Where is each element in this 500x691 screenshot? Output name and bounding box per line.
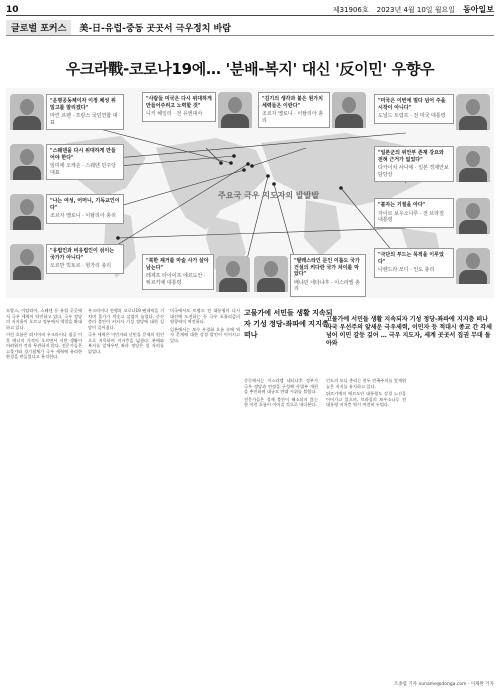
article-column xyxy=(170,308,240,678)
quote-text: "사람들 미국은 다시 위대하게 만들어주려고 노력할 것" xyxy=(146,96,212,109)
leader-name: 마린 르펜 xyxy=(50,113,71,119)
portrait-avatar xyxy=(254,256,288,292)
leader-name: 도널드 트럼프 xyxy=(378,113,409,119)
article-column xyxy=(88,308,164,678)
leader-role: 일본 경제안보담당상 xyxy=(378,165,449,178)
quote-card: "일본군의 위안부 존재 강요와 전혀 근거가 없었다" 다카이치 사나에 · 일본 경제안보담당상 xyxy=(374,146,454,182)
quote-card: "미국은 이번에 멀다 넘어 주을 시작이 아니다" 도널드 트럼프 · 전 미국 대통령 xyxy=(374,94,454,124)
section-tag: 글로벌 포커스 xyxy=(6,20,71,35)
section-subtitle: 美-日-유럽-중동 곳곳서 극우정치 바람 xyxy=(79,24,231,34)
portrait-avatar xyxy=(10,94,44,130)
portrait-avatar xyxy=(10,194,44,230)
article-column xyxy=(326,378,406,678)
newspaper-brand: 동아일보 xyxy=(463,4,494,14)
leader-role: 이탈리아 총리 xyxy=(85,213,116,219)
article-column xyxy=(6,308,82,678)
quote-card: "극단의 부드는 목적을 이루었다" 나렌드라 모디 · 인도 총리 xyxy=(374,248,454,278)
portrait-avatar xyxy=(456,94,490,130)
portrait-avatar xyxy=(218,92,252,128)
quote-text: "불자는 기절을 아다" xyxy=(378,202,426,208)
article-intro: 고물가에 서민들 생활 지속되자 기성 정당-좌파에 지지층 떠나 자국 우선주의 앞세운 극우세력, 이민자 등 적대시 종교 간 각세 넘어 이민 갈등 깊어 … 극우 지도자, 세계 곳곳서 집권 무대 돌아와 xyxy=(326,316,492,347)
portrait-avatar xyxy=(10,144,44,180)
leader-role: 스웨덴 민주당 대표 xyxy=(50,163,116,176)
paragraph: 이런 흐름은 러시아의 우크라이나 침공 이후 에너지 가격이 오르면서 서민 생활이 어려워진 것과 무관하지 않다. 전문가들은 고물가와 경기침체가 극우 세력에 유리한 환경을 만들었다고 분석한다. xyxy=(6,332,82,359)
quote-card: "사람들 미국은 다시 위대하게 만들어주려고 노력할 것" 니키 헤일리 · 전 유엔대사 xyxy=(142,92,216,122)
portrait-avatar xyxy=(456,248,490,284)
quote-card: "스웨덴을 다시 위대하게 만들어야 한다" 임미에 오케손 · 스웨덴 민주당 대표 xyxy=(46,144,124,180)
subhead: 고물가에 서민들 생활 지속되자 기성 정당-좌파에 지지층 떠나 xyxy=(244,309,333,339)
quote-text: "미국은 이번에 멀다 넘어 주을 시작이 아니다" xyxy=(378,98,446,111)
paragraph: 튀르키예의 에르도안 대통령도 강경 노선을 이어가고 있으며, 브라질의 보우소나루 전 대통령 지지층 역시 여전히 두텁다. xyxy=(326,391,406,407)
quote-card: "불자는 기절을 아다" 자이르 보우소나루 · 전 브라질 대통령 xyxy=(374,198,454,228)
page-number: 10 xyxy=(6,4,19,15)
leader-role: 전 미국 대통령 xyxy=(413,113,446,119)
quote-card: "북한 제거를 마술 사가 살아남는다" 레제프 타이이프 에르도안 · 튀르키예 대통령 xyxy=(142,254,214,290)
publish-date: 2023년 4월 10일 월요일 xyxy=(376,5,456,14)
leader-name: 조르자 멜로니 xyxy=(50,213,81,219)
leader-name: 자이르 보우소나루 xyxy=(378,210,419,217)
quote-card: "김기의 생각과 불은 원가치 세력들은 이란다" 조르자 멜로니 · 이탈리아 총리 xyxy=(258,92,330,128)
leader-role: 프랑스 국민연합 대표 xyxy=(50,113,118,126)
paragraph: 프랑스, 이탈리아, 스웨덴 등 유럽 곳곳에서 극우 세력이 약진하고 있다. 극우 정당의 지지율이 오르고 정부에서 역할을 확대하고 있다. xyxy=(6,308,82,330)
leader-role: 튀르키예 대통령 xyxy=(146,279,182,286)
quote-text: "극단의 부드는 목적을 이루었다" xyxy=(378,252,444,265)
leader-role: 헝가리 총리 xyxy=(85,263,112,269)
quote-text: "김기의 생각과 불은 원가치 세력들은 이란다" xyxy=(262,96,323,109)
section-header xyxy=(6,20,494,36)
quote-card: "유럽인과 비유럽인이 섞이는 국가가 아니다" 오르반 빅토르 · 헝가리 총리 xyxy=(46,244,124,274)
paragraph: 극우 세력은 이민자와 난민을 문제의 원인으로 지목하며 지지층을 넓혔다. 분배와 복지를 앞세우던 좌파 정당은 설 자리를 잃었다. xyxy=(88,332,164,354)
map-title: 주요국 극우 지도자의 발발발 xyxy=(218,191,320,200)
leader-role: 이스라엘 총리 xyxy=(294,279,360,292)
headline: 우크라戰-코로나19에… '분배-복지' 대신 '反이민' 우향우 xyxy=(65,60,435,78)
leader-name: 나렌드라 모디 xyxy=(378,267,409,273)
masthead-bar xyxy=(6,4,494,16)
article-body xyxy=(6,308,494,686)
leader-name: 니키 헤일리 xyxy=(146,111,172,117)
paragraph: 중동에서는 이스라엘 네타냐후 정부가 극우 정당과 연정을 구성해 사법부 개편을 추진하며 대규모 반대 시위를 불렀다. xyxy=(244,378,318,394)
quote-text: "일본군의 위안부 존재 강요와 전혀 근거가 없었다" xyxy=(378,150,444,163)
leader-name: 베냐민 네타냐후 xyxy=(294,279,330,286)
paragraph: 우크라이나 전쟁과 코로나19 팬데믹을 거치며 물가가 치솟고 실업이 늘었다. 중산층의 불안이 커지자 기성 정당에 대한 실망이 깊어졌다. xyxy=(88,308,164,330)
portrait-avatar xyxy=(456,198,490,234)
byline: 조종엽 기자 nuname@donga.com · 이채완 기자 xyxy=(393,682,494,687)
portrait-avatar xyxy=(10,244,44,280)
quote-card: "나는 여성, 어머니, 기독교인이다" 조르자 멜로니 · 이탈리아 총리 xyxy=(46,194,124,224)
world-map-graphic xyxy=(6,88,494,298)
paragraph: 미국에서도 트럼프 전 대통령이 다시 대선에 도전하는 등 극우 포퓰리즘의 영향력이 여전하다. xyxy=(170,308,240,324)
quote-text: "북한 제거를 마술 사가 살아남는다" xyxy=(146,258,209,271)
leader-name: 오르반 빅토르 xyxy=(50,263,81,269)
leader-role: 인도 총리 xyxy=(413,267,435,273)
leader-name: 레제프 타이이프 에르도안 xyxy=(146,273,203,279)
portrait-avatar xyxy=(332,92,366,128)
quote-text: "스웨덴을 다시 위대하게 만들어야 한다" xyxy=(50,148,116,161)
quote-text: "운명공동체이자 이정 체성 위 밀고를 말리겠다" xyxy=(50,98,116,111)
leader-role: 전 브라질 대통령 xyxy=(378,210,444,223)
leader-name: 조르자 멜로니 xyxy=(262,111,293,117)
leader-role: 이탈리아 총리 xyxy=(262,111,324,124)
leader-name: 임미에 오케손 xyxy=(50,163,81,169)
paragraph: 일본에서는 보수 우경화 흐름 속에 역사 문제에 대한 강경 발언이 이어지고 있다. xyxy=(170,326,240,343)
article-column xyxy=(244,378,318,678)
portrait-avatar xyxy=(216,256,250,292)
quote-card: "팔레스타인 문인 이롭도 국가 건설의 커다란 국가 차이를 막았다" 베냐민 네타냐후 · 이스라엘 총리 xyxy=(290,254,366,297)
quote-text: "나는 여성, 어머니, 기독교인이다" xyxy=(50,198,120,211)
leader-name: 다카이치 사나에 xyxy=(378,165,414,171)
paragraph: 전문가들은 경제 불안이 해소되지 않는 한 이런 흐름이 이어질 것으로 내다본다. xyxy=(244,396,318,407)
portrait-avatar xyxy=(456,146,490,182)
quote-text: "팔레스타인 문인 이롭도 국가 건설의 커다란 국가 차이를 막았다" xyxy=(294,258,360,277)
issue-number: 제31906호 xyxy=(332,5,369,14)
paragraph: 인도의 모디 총리는 힌두 민족주의를 앞세워 높은 지지를 유지하고 있다. xyxy=(326,378,406,389)
quote-card: "운명공동체이자 이정 체성 위 밀고를 말리겠다" 마린 르펜 · 프랑스 국민연합 대표 xyxy=(46,94,124,130)
leader-role: 전 유엔대사 xyxy=(176,111,203,117)
quote-text: "유럽인과 비유럽인이 섞이는 국가가 아니다" xyxy=(50,248,115,261)
